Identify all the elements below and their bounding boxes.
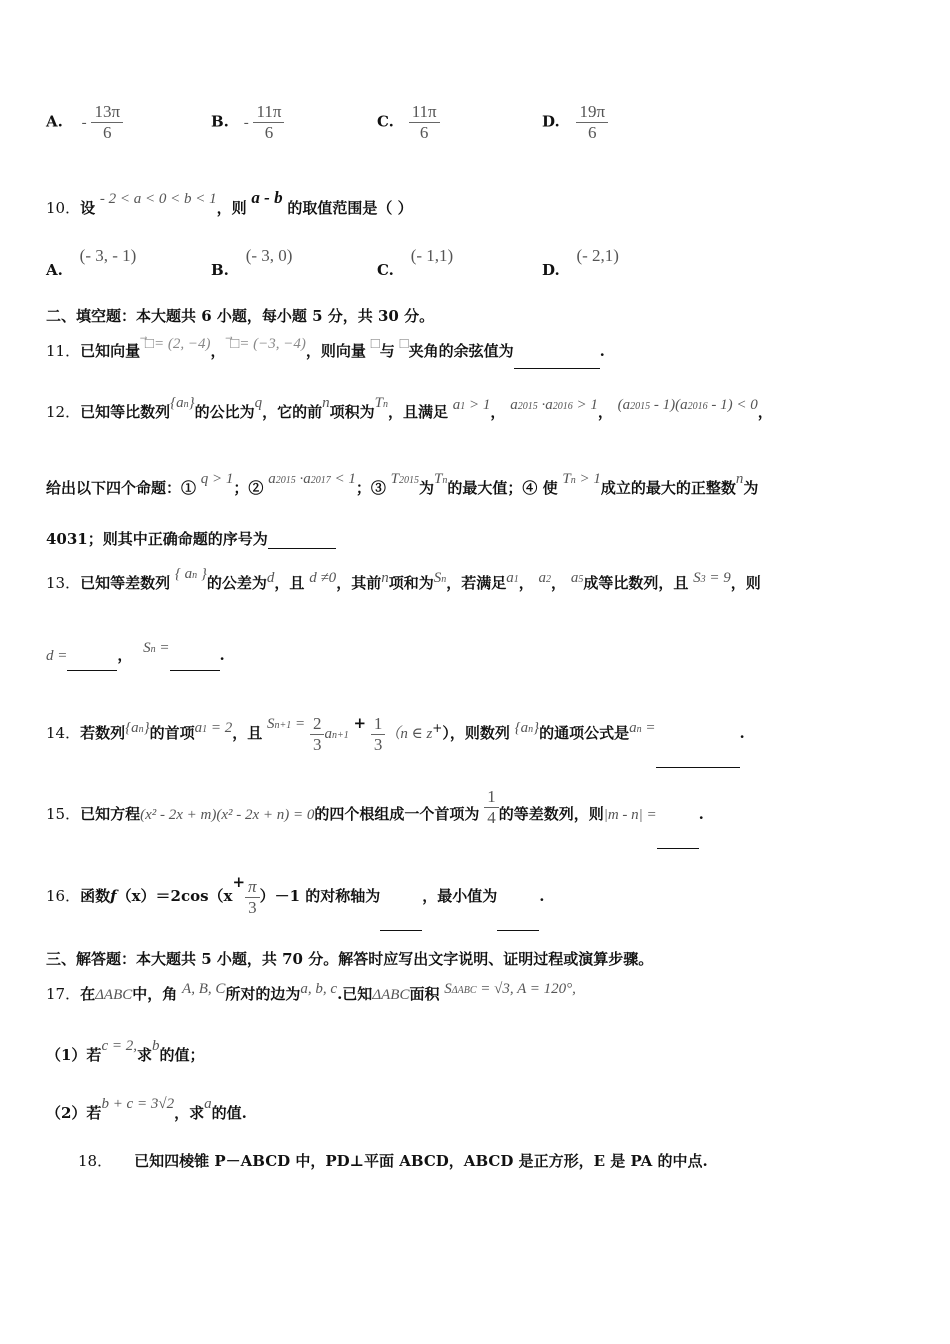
q9-option-a — [46, 102, 123, 143]
part2-condition: b + c = 3√2 — [101, 1096, 175, 1112]
q17-text: 中，角 — [132, 985, 178, 1003]
sequence-symbol: {an} — [125, 720, 150, 736]
answer-S-label: Sn = — [143, 640, 170, 656]
vector-b-icon: □ — [399, 336, 409, 352]
sum-S-n-plus-1: Sn+1 = — [267, 716, 306, 732]
q13-text: 的公差为 — [206, 574, 267, 592]
q11-text: 已知向量 — [80, 342, 141, 360]
q17-text: （2）若 — [46, 1104, 102, 1122]
q11-text: ，则向量 — [305, 342, 366, 360]
function-f: f — [110, 887, 117, 905]
q12-text: 的最大值；④ 使 — [447, 479, 558, 497]
ratio-q: q — [254, 395, 263, 411]
q13-text: ，其前 — [336, 574, 382, 592]
q14-text: 若数列 — [80, 724, 126, 742]
plus-sign: + — [232, 873, 246, 891]
option-label: B. — [211, 112, 229, 131]
part1-condition: c = 2, — [101, 1038, 137, 1054]
general-term: an = — [629, 720, 656, 736]
q13-text: ， — [117, 646, 133, 664]
q10-condition: - 2 < a < 0 < b < 1 — [99, 191, 217, 207]
plus-sign: + — [353, 714, 367, 732]
option-label: D. — [542, 261, 560, 279]
option-label: A. — [46, 112, 63, 131]
term-a2: a2 — [538, 570, 552, 586]
q16-text: . — [539, 887, 545, 905]
q13-text: 项和为 — [388, 574, 434, 592]
term-a-n-plus-1: an+1 — [324, 726, 349, 742]
answer-blank[interactable] — [170, 640, 220, 671]
q13-text: 已知等差数列 — [80, 574, 171, 592]
q12-line3 — [46, 528, 336, 549]
q13-line1: 13．已知等差数列 { an }的公差为d，且 d ≠0，其前n项和为Sn，若满足a1， a2， a5成等比数列，且 S3 = 9，则 — [46, 566, 761, 592]
q10-text: ，则 — [216, 199, 247, 217]
q10-option-b — [211, 246, 293, 279]
d-condition: d ≠0 — [309, 570, 337, 586]
option-label: C. — [377, 112, 394, 131]
answer-blank[interactable] — [657, 780, 699, 849]
q12-text: 为 — [743, 479, 759, 497]
question-number: 18． — [78, 1152, 113, 1170]
sequence-symbol: { an } — [174, 566, 207, 582]
q17-stem — [46, 974, 576, 1017]
fraction-two-thirds: $\frac{2}{3}$ — [310, 714, 325, 755]
q17-text: 的值； — [159, 1046, 205, 1064]
q18-text: 已知四棱锥 P－ABCD 中，PD⊥平面 ABCD，ABCD 是正方形，E 是 PA 的中点. — [134, 1152, 708, 1170]
proposition-2: a2015 ·a2017 < 1 — [268, 471, 356, 487]
sum-S: Sn — [433, 570, 447, 586]
section-heading-fill-in: 二、填空题：本大题共 6 小题，每小题 5 分，共 30 分。 — [46, 307, 435, 325]
question-number: 12． — [46, 403, 81, 421]
answer-blank[interactable] — [497, 862, 539, 931]
q12-line1: 12．已知等比数列{an}的公比为q，它的前n项积为Tn，且满足 a1 > 1， a2015 ·a2016 > 1， (a2015 - 1)(a2016 - 1) < 0， — [46, 395, 773, 421]
option-value: (- 2,1) — [576, 246, 619, 265]
answer-blank[interactable] — [67, 640, 117, 671]
q13-text: 成等比数列，且 — [583, 574, 689, 592]
q14-text: ，且 — [232, 724, 263, 742]
first-term: a1 = 2 — [194, 720, 233, 736]
option-fraction: $\frac{19\pi}{6}$ — [576, 102, 608, 143]
question-number: 14． — [46, 724, 81, 742]
q17-part1 — [46, 1035, 205, 1076]
sequence-symbol: {an} — [170, 395, 195, 411]
question-number: 16． — [46, 887, 81, 905]
q12-text: 已知等比数列 — [80, 403, 171, 421]
condition-3: (a2015 - 1)(a2016 - 1) < 0 — [617, 397, 758, 413]
angles: A, B, C — [182, 981, 226, 997]
var-n: n — [381, 570, 389, 586]
q17-text: 所对的边为 — [225, 985, 301, 1003]
q14: 14．若数列{an}的首项a1 = 2，且 Sn+1 = $\frac{2}{3}$ an+1 + $\frac{1}{3}$ （n ∈ z+），则数列 {an}的通项公式是an = . — [46, 694, 745, 770]
q15-text: 已知方程 — [80, 805, 141, 823]
q12-text: 成立的最大的正整数 — [600, 479, 736, 497]
q11-text: 与 — [379, 342, 395, 360]
q16-text: ，最小值为 — [422, 887, 498, 905]
option-label: C. — [377, 261, 394, 279]
option-fraction: $\frac{13\pi}{6}$ — [91, 102, 123, 143]
q14-text: 的通项公式是 — [539, 724, 630, 742]
triangle: ΔABC — [95, 987, 133, 1003]
var-a: a — [204, 1096, 212, 1112]
option-sign: - — [243, 114, 249, 131]
q12-text: ，它的前 — [262, 403, 323, 421]
answer-d-label: d = — [46, 648, 68, 664]
q12-text: ，且满足 — [388, 403, 449, 421]
product-T: Tn — [374, 395, 388, 411]
q10-option-a — [46, 246, 137, 279]
q9-option-c — [377, 102, 440, 143]
q12-text: ；② — [233, 479, 264, 497]
q16-text: （x）＝2cos（x — [116, 887, 233, 905]
q13-text: ，且 — [274, 574, 305, 592]
var-n: n — [735, 471, 744, 487]
q10-stem — [46, 188, 413, 229]
fraction-one-third: $\frac{1}{3}$ — [371, 714, 386, 755]
q17-part2 — [46, 1093, 247, 1134]
product-T: Tn — [434, 471, 448, 487]
q12-text: 为 — [418, 479, 434, 497]
area-condition: SΔABC = √3, A = 120°, — [444, 981, 576, 997]
q13-text: ，则 — [730, 574, 761, 592]
condition-1: a1 > 1 — [452, 397, 491, 413]
sequence-symbol: {an} — [514, 720, 540, 736]
q17-text: 的值. — [211, 1104, 247, 1122]
option-value: (- 3, 0) — [245, 246, 293, 265]
q17-text: 面积 — [409, 985, 440, 1003]
q13-answers — [46, 640, 225, 673]
answer-blank[interactable] — [656, 699, 740, 768]
option-fraction: $\frac{11\pi}{6}$ — [409, 102, 440, 143]
q12-text: ；③ — [355, 479, 386, 497]
proposition-4: Tn > 1 — [562, 471, 601, 487]
question-number: 10． — [46, 199, 81, 217]
question-number: 13． — [46, 574, 81, 592]
q10-option-c — [377, 246, 454, 279]
vector-a: ⃗□= (2, −4) — [144, 336, 211, 352]
q12-text: 给出以下四个命题：① — [46, 479, 197, 497]
question-number: 11． — [46, 342, 81, 360]
answer-blank[interactable] — [268, 530, 336, 549]
domain-condition: （n ∈ z — [385, 726, 433, 742]
option-label: A. — [46, 261, 63, 279]
proposition-1: q > 1 — [200, 471, 234, 487]
q10-expression: a - b — [251, 188, 283, 207]
equation: (x² - 2x + m)(x² - 2x + n) = 0 — [140, 807, 315, 823]
q12-text: 4031；则其中正确命题的序号为 — [46, 530, 268, 548]
q9-option-d — [542, 102, 608, 143]
q12-text: 项积为 — [329, 403, 375, 421]
q16-text: 函数 — [80, 887, 111, 905]
option-label: D. — [542, 112, 560, 131]
option-label: B. — [211, 261, 229, 279]
q11 — [46, 334, 605, 369]
proposition-3: T2015 — [390, 471, 419, 487]
q11-text: . — [599, 342, 605, 360]
q11-text: 夹角的余弦值为 — [408, 342, 514, 360]
answer-blank[interactable] — [514, 334, 600, 369]
term-a1: a1 — [506, 570, 519, 586]
option-fraction: $\frac{11\pi}{6}$ — [253, 102, 284, 143]
q13-text: ，若满足 — [446, 574, 507, 592]
term-a5: a5 — [570, 570, 584, 586]
var-d: d — [266, 570, 275, 586]
q14-text: ），则数列 — [442, 724, 510, 742]
q16-text: ）－1 的对称轴为 — [259, 887, 381, 905]
q13-text: . — [219, 646, 225, 664]
option-value: (- 3, - 1) — [79, 246, 137, 265]
q17-text: （1）若 — [46, 1046, 102, 1064]
q15-text: 的等差数列，则 — [498, 805, 604, 823]
q11-text: ， — [210, 342, 226, 360]
q17-text: .已知 — [337, 985, 373, 1003]
fraction-one-quarter: $\frac{1}{4}$ — [484, 787, 499, 828]
q16 — [46, 862, 545, 931]
q10-option-d — [542, 246, 619, 279]
q10-text: 的取值范围是（ ） — [287, 199, 413, 217]
var-b: b — [151, 1038, 160, 1054]
answer-blank[interactable] — [380, 862, 422, 931]
q14-text: . — [739, 724, 745, 742]
q15-text: . — [698, 805, 704, 823]
q17-text: 求 — [136, 1046, 152, 1064]
q15-text: 的四个根组成一个首项为 — [314, 805, 480, 823]
condition-2: a2015 ·a2016 > 1 — [510, 397, 598, 413]
vector-b: ⃗□= (−3, −4) — [230, 336, 306, 352]
q10-text: 设 — [80, 199, 96, 217]
q17-text: ，求 — [174, 1104, 205, 1122]
triangle: ΔABC — [372, 987, 410, 1003]
question-number: 17． — [46, 985, 81, 1003]
q12-text: 的公比为 — [194, 403, 255, 421]
q12-line2 — [46, 468, 758, 511]
vector-a-icon: □ — [370, 336, 380, 352]
sides: a, b, c — [300, 981, 338, 997]
q15 — [46, 780, 704, 849]
fraction-pi-over-3: $\frac{\pi}{3}$ — [245, 877, 260, 918]
q14-text: 的首项 — [149, 724, 195, 742]
section-heading-solutions: 三、解答题：本大题共 5 小题，共 70 分。解答时应写出文字说明、证明过程或演算步骤。 — [46, 950, 654, 968]
sum-S3: S3 = 9 — [693, 570, 731, 586]
q9-option-b — [211, 102, 284, 143]
abs-expression: |m - n| = — [603, 807, 657, 823]
q17-text: 在 — [80, 985, 96, 1003]
option-value: (- 1,1) — [410, 246, 454, 265]
var-n: n — [322, 395, 330, 411]
question-number: 15． — [46, 805, 81, 823]
option-sign: - — [81, 114, 87, 131]
q18 — [78, 1150, 708, 1171]
